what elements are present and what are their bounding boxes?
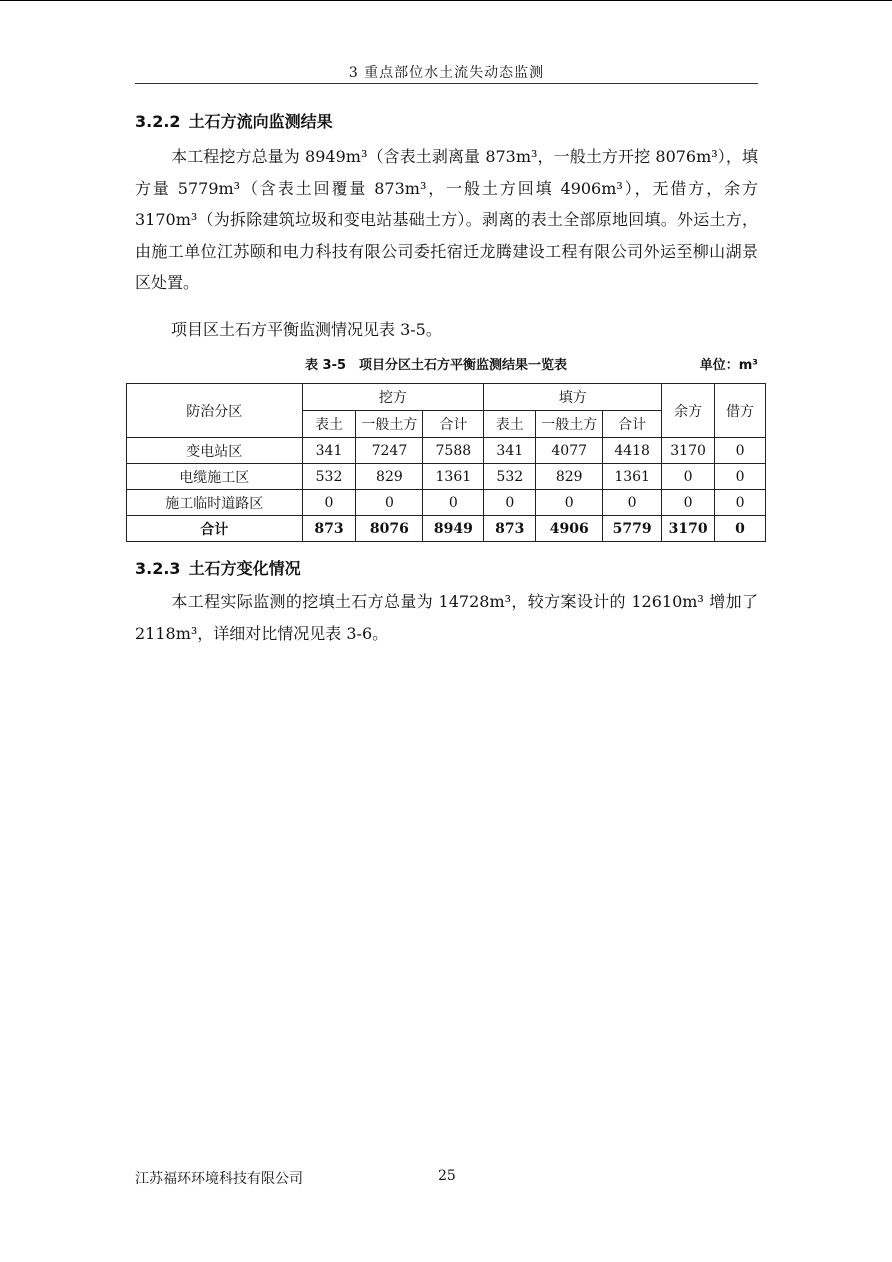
cell-surplus: 3170 xyxy=(662,516,715,542)
cell-exc-general: 7247 xyxy=(356,438,423,464)
section-number: 3.2.2 xyxy=(135,112,181,131)
subheader-fill-general: 一般土方 xyxy=(536,411,603,438)
cell-surplus: 0 xyxy=(662,464,715,490)
section-number: 3.2.3 xyxy=(135,559,181,578)
cell-fill-total: 5779 xyxy=(603,516,662,542)
cell-fill-total: 0 xyxy=(603,490,662,516)
cell-fill-topsoil: 532 xyxy=(484,464,536,490)
page-top-border xyxy=(0,0,892,1)
cell-exc-topsoil: 341 xyxy=(302,438,356,464)
table-row xyxy=(127,464,766,490)
cell-exc-general: 0 xyxy=(356,490,423,516)
table-unit: 单位：m³ xyxy=(699,358,758,373)
cell-exc-general: 829 xyxy=(356,464,423,490)
cell-fill-topsoil: 341 xyxy=(484,438,536,464)
paragraph-text: 本工程实际监测的挖填土石方总量为 14728m³，较方案设计的 12610m³ 增加了 2118m³，详细对比情况见表 3-6。 xyxy=(135,592,758,643)
table-header-row xyxy=(127,384,766,411)
cell-fill-topsoil: 0 xyxy=(484,490,536,516)
table-row xyxy=(127,438,766,464)
cell-borrow: 0 xyxy=(715,438,766,464)
paragraph-text: 本工程挖方总量为 8949m³（含表土剥离量 873m³，一般土方开挖 8076m³），填方量 5779m³（含表土回覆量 873m³，一般土方回填 4906m³），无借方，余方 3170m³（为拆除建筑垃圾和变电站基础土方）。剥离的表土全部原地回填。外运土方，由施工单位江苏颐和电力科技有限公司委托宿迁龙腾建设工程有限公司外运至柳山湖景区处置。 xyxy=(135,147,758,292)
page-number: 25 xyxy=(438,1168,456,1184)
cell-borrow: 0 xyxy=(715,516,766,542)
cell-exc-total: 1361 xyxy=(423,464,484,490)
paragraph-text: 项目区土石方平衡监测情况见表 3-5。 xyxy=(171,320,442,339)
header-fill: 填方 xyxy=(484,384,662,411)
cell-zone: 施工临时道路区 xyxy=(127,490,303,516)
cell-zone: 合计 xyxy=(127,516,303,542)
table-total-row xyxy=(127,516,766,542)
cell-exc-total: 8949 xyxy=(423,516,484,542)
subheader-fill-topsoil: 表土 xyxy=(484,411,536,438)
header-zone: 防治分区 xyxy=(127,384,303,438)
header-rule xyxy=(135,83,758,84)
cell-exc-total: 0 xyxy=(423,490,484,516)
paragraph-table-reference xyxy=(135,314,758,346)
table-row xyxy=(127,490,766,516)
section-title: 土石方流向监测结果 xyxy=(188,112,333,131)
cell-surplus: 0 xyxy=(662,490,715,516)
cell-exc-total: 7588 xyxy=(423,438,484,464)
subheader-exc-topsoil: 表土 xyxy=(302,411,356,438)
footer-company: 江苏福环环境科技有限公司 xyxy=(135,1171,303,1187)
subheader-exc-general: 一般土方 xyxy=(356,411,423,438)
cell-borrow: 0 xyxy=(715,464,766,490)
table-title: 表 3-5 项目分区土石方平衡监测结果一览表 xyxy=(305,358,568,373)
cell-zone: 变电站区 xyxy=(127,438,303,464)
cell-exc-topsoil: 532 xyxy=(302,464,356,490)
section-title: 土石方变化情况 xyxy=(188,559,301,578)
section-heading-3-2-3 xyxy=(135,556,301,579)
cell-fill-total: 4418 xyxy=(603,438,662,464)
cell-zone: 电缆施工区 xyxy=(127,464,303,490)
cell-fill-general: 0 xyxy=(536,490,603,516)
cell-surplus: 3170 xyxy=(662,438,715,464)
cell-fill-total: 1361 xyxy=(603,464,662,490)
cell-exc-topsoil: 0 xyxy=(302,490,356,516)
paragraph-earthwork-change xyxy=(135,586,758,649)
subheader-fill-total: 合计 xyxy=(603,411,662,438)
cell-fill-general: 829 xyxy=(536,464,603,490)
header-borrow: 借方 xyxy=(715,384,766,438)
header-surplus: 余方 xyxy=(662,384,715,438)
running-header: 3 重点部位水土流失动态监测 xyxy=(348,65,545,81)
header-excavation: 挖方 xyxy=(302,384,484,411)
cell-fill-general: 4077 xyxy=(536,438,603,464)
cell-fill-general: 4906 xyxy=(536,516,603,542)
subheader-exc-total: 合计 xyxy=(423,411,484,438)
cell-exc-topsoil: 873 xyxy=(302,516,356,542)
cell-borrow: 0 xyxy=(715,490,766,516)
paragraph-earthwork-flow xyxy=(135,141,758,299)
cell-exc-general: 8076 xyxy=(356,516,423,542)
earthwork-balance-table xyxy=(126,383,766,542)
section-heading-3-2-2 xyxy=(135,109,333,132)
cell-fill-topsoil: 873 xyxy=(484,516,536,542)
